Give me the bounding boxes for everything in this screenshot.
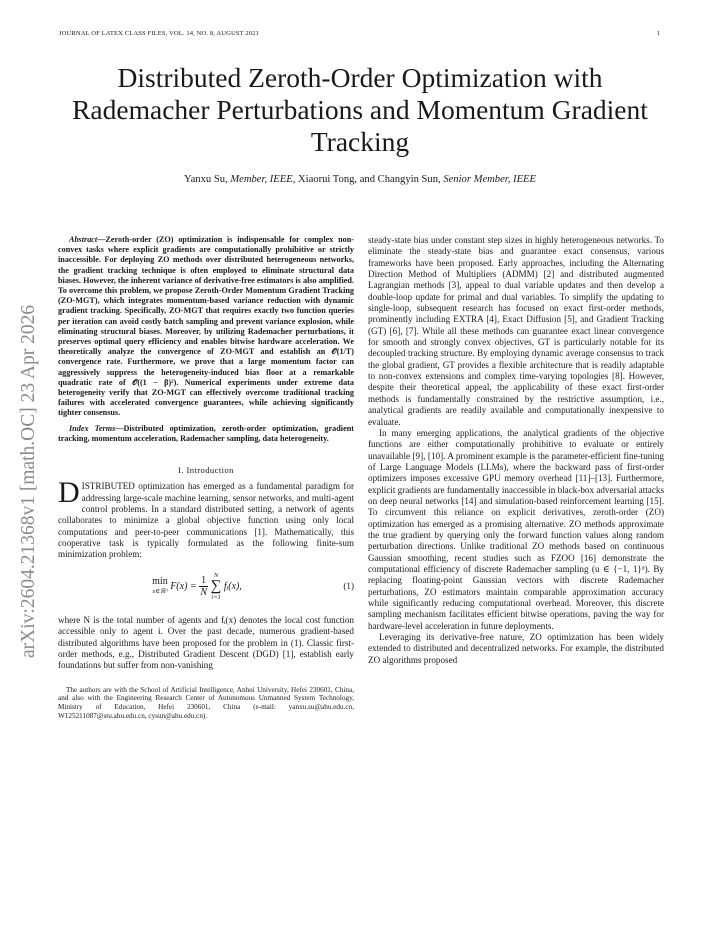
index-terms: [58, 424, 354, 444]
author-footnote: The authors are with the School of Artificial Intelligence, Anhui University, Hefei 230601, China, and also with the Engineering Research Center of Autonomous Unmanned System Technology, Ministry of Education, Hefei 230601, China (e-mail: yanxu.su@ahu.edu.cn, W125211087@stu.ahu.edu.cn, cysun@ahu.edu.cn).: [58, 685, 354, 720]
index-terms-text: —Distributed optimization, zeroth-order optimization, gradient tracking, momentum acceleration, Rademacher sampling, data heterogeneity.: [58, 423, 355, 443]
equation-lhs: F(x) =: [170, 581, 197, 593]
author-role: Senior Member, IEEE: [443, 174, 536, 185]
equation-number: (1): [343, 581, 354, 592]
sum-symbol: ∑: [210, 578, 222, 595]
title-line: Distributed Zeroth-Order Optimization with: [117, 62, 603, 93]
intro-text: ISTRIBUTED optimization has emerged as a fundamental paradigm for addressing large-scale machine learning, sensor networks, and multi-agent control problems. In a standard distributed setting, a network of agents collaborates to minimize a global objective function using only local computations and peer-to-peer communications [1]. Mathematically, this cooperative task is typically formulated as the following finite-sum minimization problem:: [58, 481, 354, 560]
sum-lower: i=1: [211, 594, 221, 602]
page-number: 1: [656, 30, 660, 37]
paper-title: [40, 62, 680, 158]
fraction: [199, 575, 208, 598]
abstract-label: Abstract: [69, 235, 98, 244]
equation-term: fᵢ(x),: [223, 581, 242, 593]
summation: [211, 572, 222, 601]
author-list: [40, 174, 680, 185]
title-line: Rademacher Perturbations and Momentum Gradient: [72, 94, 648, 125]
min-subscript: x∈ℝᵈ: [152, 588, 168, 596]
author-role: Member, IEEE,: [230, 174, 296, 185]
drop-cap: D: [58, 476, 80, 510]
abstract: [58, 235, 354, 419]
section-heading: I. Introduction: [178, 465, 234, 476]
abstract-text: —Zeroth-order (ZO) optimization is indispensable for complex non-convex tasks where explicit gradients are computationally prohibitive or strictly inaccessible. For deploying ZO methods over distributed heterogeneous networks, the gradient tracking technique is often employed to eliminate structural data biases. However, the inherent variance of derivative-free estimators is also amplified. To overcome this problem, we propose Zeroth-Order Momentum Gradient Tracking (ZO-MGT), which integrates momentum-based variance reduction with dynamic gradient tracking. Specifically, ZO-MGT that requires exactly two function queries per iteration can avoid costly batch sampling and prevent variance explosion, while eliminating structural biases. Moreover, by utilizing Rademacher perturbations, it preserves optimal query efficiency and enables bitwise hardware acceleration. We theoretically analyze the convergence of ZO-MGT and establish an 𝒪(1/T) convergence rate. Furthermore, we prove that a large momentum factor can aggressively suppress the heterogeneity-induced bias floor at a remarkable quadratic rate of 𝒪((1 − β)²). Numerical experiments under extreme data heterogeneity verify that ZO-MGT can effectively overcome traditional tracking failures with accelerated convergence guarantees, while achieving significantly tighter consensus.: [58, 235, 354, 418]
title-line: Tracking: [310, 126, 410, 157]
min-operator: [152, 577, 168, 596]
intro-paragraph-2: where N is the total number of agents and fᵢ(x) denotes the local cost function accessible only to agent i. Over the past decade, numerous gradient-based distributed algorithms have been proposed for the problem in (1). Classic first-order methods, e.g., Distributed Gradient Descent (DGD) [1], establish early foundations but suffer from non-vanishing: [58, 614, 354, 671]
index-terms-label: Index Terms: [69, 423, 116, 433]
right-column: [368, 235, 664, 666]
body-paragraph: steady-state bias under constant step sizes in highly heterogeneous networks. To eliminate the steady-state bias and guarantee exact consensus, various frameworks have been proposed. Early approaches, including the Alternating Direction Method of Multipliers (ADMM) [2] and distributed augmented Lagrangian methods [3], appeal to dual variable updates and then develop a double-loop update for primal and dual variables. To simplify the updating to single-loop, subsequent research has focused on exact first-order methods, prominently including EXTRA [4], Exact Diffusion [5], and Gradient Tracking (GT) [6], [7]. While all these methods can guarantee exact linear convergence for smooth and strongly convex objectives, GT is particularly notable for its decoupled tracking structure. By employing dynamic average consensus to track the global gradient, GT provides a flexible architecture that is readily adaptable to non-convex extensions and complex time-varying topologies [8]. However, despite their theoretical appeal, the applicability of these exact first-order methods is fundamentally constrained by the restrictive assumption, i.e., analytical gradients are readily available and computationally inexpensive to evaluate.: [368, 235, 664, 427]
equation-1: [58, 565, 354, 609]
running-header: JOURNAL OF LATEX CLASS FILES, VOL. 14, NO. 8, AUGUST 2021: [59, 30, 259, 37]
sum-upper: N: [213, 572, 219, 580]
author-name: Yanxu Su,: [184, 174, 231, 185]
fraction-denominator: N: [200, 587, 207, 599]
body-paragraph: In many emerging applications, the analytical gradients of the objective functions are either computationally prohibitive to evaluate or entirely unavailable [9], [10]. A prominent example is the parameter-efficient fine-tuning of Large Language Models (LLMs), where the backward pass of first-order optimizers imposes excessive GPU memory overhead [11]–[13]. Furthermore, explicit gradients are fundamentally inaccessible in black-box adversarial attacks on deep neural networks [14] and simulation-based reinforcement learning [15]. To circumvent this reliance on explicit derivatives, zeroth-order (ZO) optimization has emerged as a promising alternative. ZO methods approximate the true gradient by querying only the forward function values along random perturbation directions. Unlike traditional ZO methods based on continuous Gaussian smoothing, recent studies such as FZOO [16] demonstrate the computational efficiency of discrete Rademacher sampling (u ∈ {−1, 1}ᵈ). By replacing floating-point Gaussian vectors with discrete Rademacher perturbations, ZO estimators maintain comparable approximation accuracy while significantly reducing computational overhead. Moreover, this discrete sampling mechanism facilitates efficient bitwise operations, paving the way for hardware-level acceleration in future deployments.: [368, 427, 664, 631]
arxiv-stamp: arXiv:2604.21368v1 [math.OC] 23 Apr 2026: [18, 304, 39, 658]
min-label: min: [152, 576, 168, 588]
intro-paragraph: [58, 476, 354, 560]
author-name: Xiaorui Tong, and Changyin Sun,: [295, 174, 444, 185]
equation-body: [58, 572, 336, 601]
body-paragraph: Leveraging its derivative-free nature, ZO optimization has been widely extended to distributed and decentralized networks. For example, the distributed ZO algorithms proposed: [368, 632, 664, 665]
left-column: [58, 235, 354, 720]
fraction-numerator: 1: [201, 575, 207, 587]
